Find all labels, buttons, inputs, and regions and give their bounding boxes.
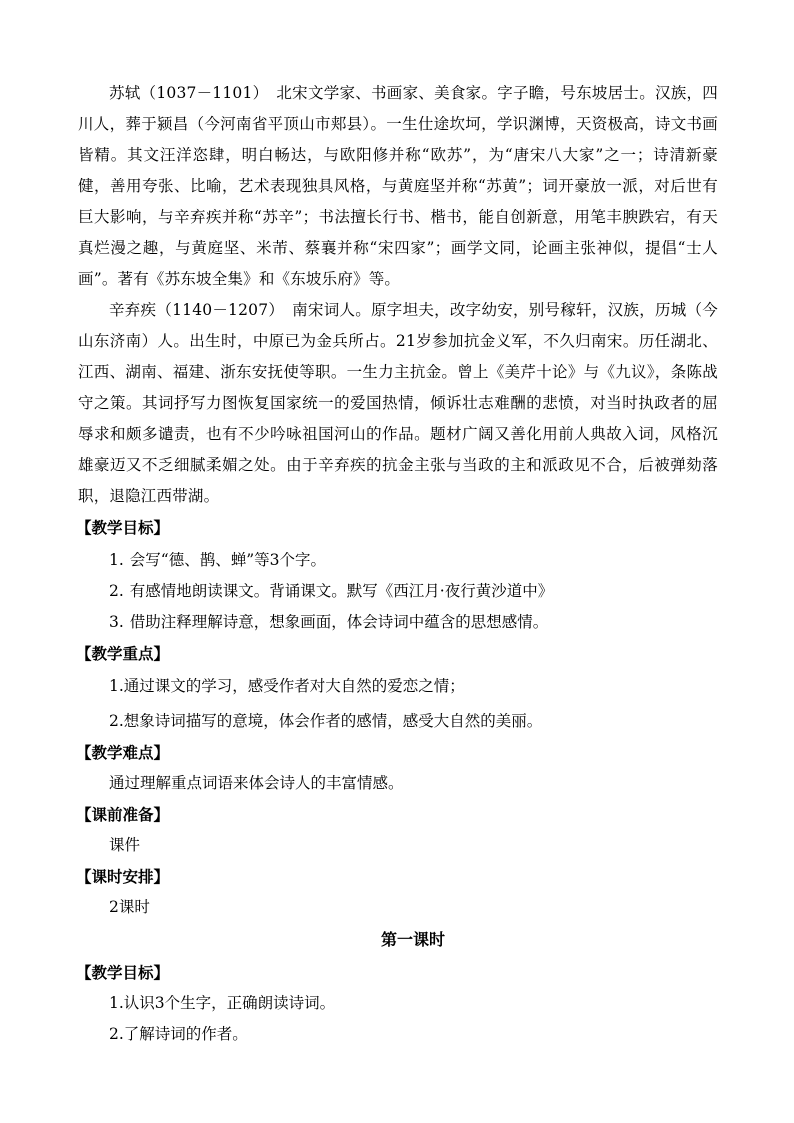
goal-item-number: 2.: [109, 582, 124, 600]
difficulties-heading: 【教学难点】: [76, 743, 170, 762]
goal-item-text: 会写“德、鹊、蝉”等3个字。: [129, 551, 327, 569]
goal-item: [78, 607, 718, 638]
lesson-one-goal-item: 1.认识3个生字，正确朗读诗词。: [109, 994, 336, 1012]
goal-item-number: 1.: [109, 551, 124, 569]
difficulties-text: 通过理解重点词语来体会诗人的丰富情感。: [109, 774, 404, 792]
goal-item: [78, 545, 718, 576]
goal-item-number: 3.: [109, 613, 124, 631]
goal-item: [78, 576, 718, 607]
goal-item-text: 借助注释理解诗意，想象画面，体会诗词中蕴含的思想感情。: [129, 613, 549, 631]
lesson-one-title: 第一课时: [380, 930, 445, 949]
key-point-item: 2.想象诗词描写的意境，体会作者的感情，感受大自然的美丽。: [109, 712, 543, 730]
goal-item-text: 有感情地朗读课文。背诵课文。默写《西江月·夜行黄沙道中》: [129, 582, 554, 600]
lesson-one-goals-heading: 【教学目标】: [76, 963, 170, 982]
xin-qiji-biography: 辛弃疾（1140－1207） 南宋词人。原字坦夫，改字幼安，别号稼轩，汉族，历城（今山东济南）人。出生时，中原已为金兵所占。21岁参加抗金义军，不久归南宋。历任湖北、江西、湖南、福建、浙东安抚使等职。一生力主抗金。曾上《美芹十论》与《九议》，条陈战守之策。其词抒写力图恢复国家统一的爱国热情，倾诉壮志难酬的悲愤，对当时执政者的屈辱求和颇多谴责，也有不少吟咏祖国河山的作品。题材广阔又善化用前人典故入词，风格沉雄豪迈又不乏细腻柔媚之处。由于辛弃疾的抗金主张与当政的主和派政见不合，后被弹劾落职，退隐江西带湖。: [78, 301, 718, 505]
su-shi-biography: 苏轼（1037－1101） 北宋文学家、书画家、美食家。字子瞻，号东坡居士。汉族，四川人，葬于颍昌（今河南省平顶山市郏县）。一生仕途坎坷，学识渊博，天资极高，诗文书画皆精。其文汪洋恣肆，明白畅达，与欧阳修并称“欧苏”，为“唐宋八大家”之一；诗清新豪健，善用夸张、比喻，艺术表现独具风格，与黄庭坚并称“苏黄”；词开豪放一派，对后世有巨大影响，与辛弃疾并称“苏辛”；书法擅长行书、楷书，能自创新意，用笔丰腴跌宕，有天真烂漫之趣，与黄庭坚、米芾、蔡襄并称“宋四家”；画学文同，论画主张神似，提倡“士人画”。著有《苏东坡全集》和《东坡乐府》等。: [78, 84, 718, 288]
teaching-goals-heading: 【教学目标】: [76, 518, 170, 537]
key-point-item: 1.通过课文的学习，感受作者对大自然的爱恋之情；: [109, 677, 465, 695]
schedule-heading: 【课时安排】: [76, 867, 170, 886]
key-points-heading: 【教学重点】: [76, 644, 170, 663]
document-content: [78, 78, 718, 1050]
schedule-text: 2课时: [109, 898, 150, 916]
lesson-one-goal-item: 2.了解诗词的作者。: [109, 1025, 248, 1043]
preparation-text: 课件: [109, 836, 141, 854]
preparation-heading: 【课前准备】: [76, 805, 170, 824]
